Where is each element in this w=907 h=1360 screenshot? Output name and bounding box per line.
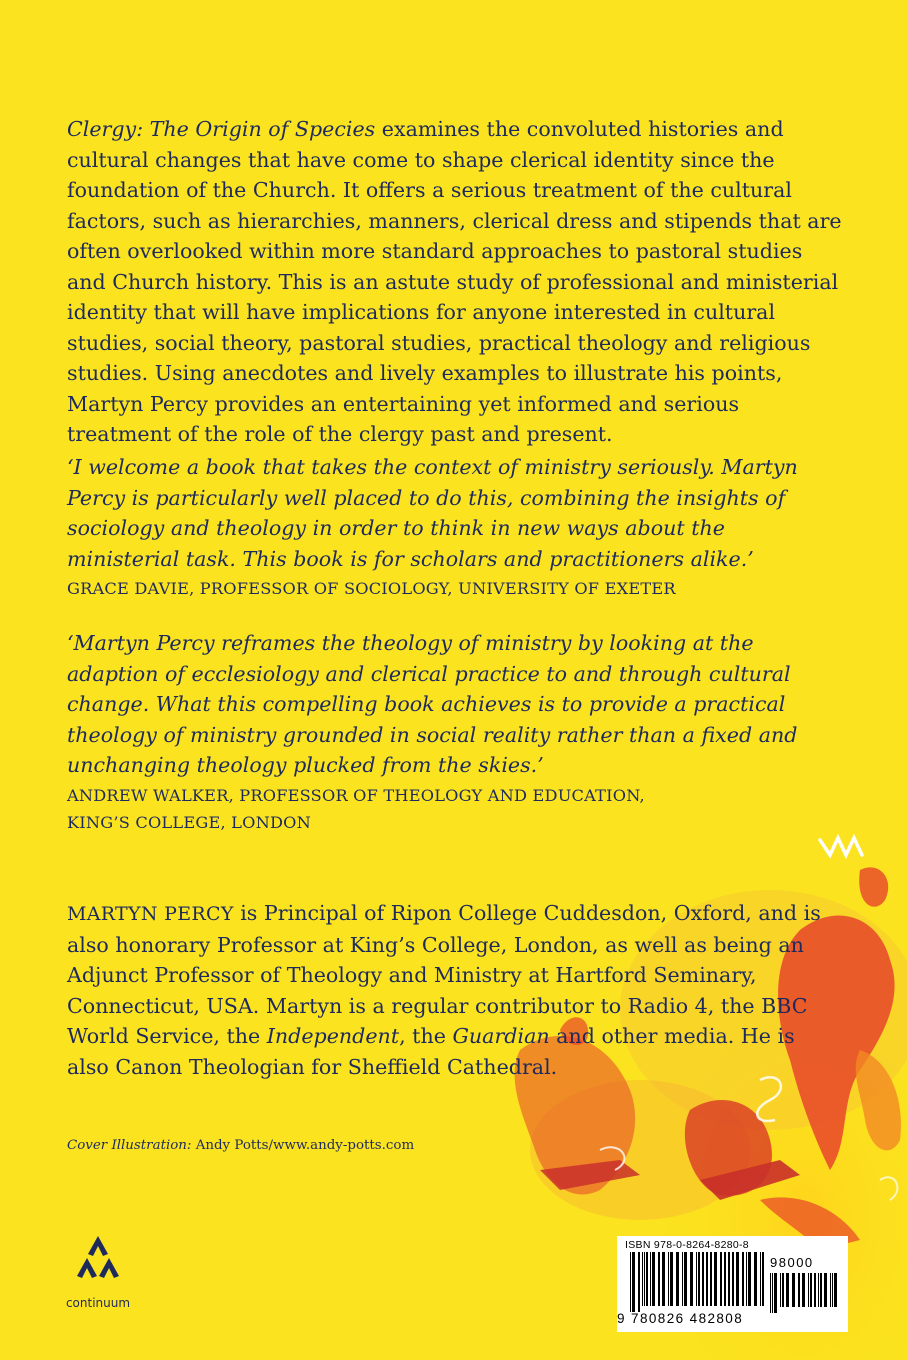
guardian-title: Guardian (452, 1024, 550, 1048)
barcode-bar (682, 1252, 683, 1306)
barcode-bar (780, 1273, 781, 1307)
barcode-bar (638, 1252, 640, 1312)
barcode-bar (820, 1273, 822, 1307)
barcode-bar (670, 1252, 673, 1306)
barcode-bar (650, 1252, 651, 1306)
attribution-line-1: ANDREW WALKER, PROFESSOR OF THEOLOGY AND EDUCATION, (67, 785, 645, 805)
barcode-bar (720, 1252, 722, 1306)
addon-barcode-bars (770, 1273, 840, 1319)
quote-text: ‘Martyn Percy reframes the theology of ministry by looking at the adaption of ecclesiology and clerical practice to and through cultural change. What this compelling book achieves is to provide a practical theology of ministry grounded in social reality rather than a fixed and unchanging theology plucked from the skies.’ (67, 631, 798, 777)
barcode-bar (754, 1252, 757, 1306)
barcode-bar (810, 1273, 812, 1307)
barcode-bars (630, 1252, 764, 1312)
barcode-bar (814, 1273, 816, 1307)
barcode-bar (824, 1273, 827, 1307)
barcode-bar (646, 1252, 648, 1306)
isbn-barcode (617, 1236, 848, 1332)
barcode-bar (746, 1252, 747, 1306)
barcode-bar (760, 1252, 761, 1306)
review-quote-1 (67, 452, 842, 602)
price-code: 98000 (770, 1255, 814, 1270)
barcode-bar (774, 1273, 777, 1313)
barcode-bar (644, 1252, 645, 1306)
review-quote-2 (67, 628, 842, 836)
barcode-bar (642, 1252, 643, 1306)
cover-credit (67, 1138, 414, 1153)
barcode-bar (728, 1252, 730, 1306)
barcode-bar (830, 1273, 831, 1307)
credit-value: Andy Potts/www.andy-potts.com (191, 1138, 415, 1153)
bio-text: and other media. He is also Canon Theologian for Sheffield Cathedral. (67, 1024, 795, 1079)
blurb-text: examines the convoluted histories and cultural changes that have come to shape clerical identity since the foundation of the Church. It offers a serious treatment of the cultural factors, such as hierarchies, manners, clerical dress and stipends that are often overlooked within more standard approaches to pastoral studies and Church history. This is an astute study of professional and ministerial identity that will have implications for anyone interested in cultural studies, social theory, pastoral studies, practical theology and religious studies. Using anecdotes and lively examples to illustrate his points, Martyn Percy provides an entertaining yet informed and serious treatment of the role of the clergy past and present. (67, 117, 842, 446)
barcode-bar (630, 1252, 631, 1312)
barcode-bar (696, 1252, 697, 1306)
barcode-bar (652, 1252, 655, 1306)
barcode-bar (706, 1252, 708, 1306)
barcode-bar (736, 1252, 739, 1306)
barcode-bar (668, 1252, 669, 1306)
attribution-line-2: KING’S COLLEGE, LONDON (67, 812, 311, 832)
author-bio (67, 898, 827, 1082)
barcode-bar (698, 1252, 700, 1306)
barcode-bar (786, 1273, 789, 1307)
barcode-bar (684, 1252, 687, 1306)
barcode-bar (714, 1252, 717, 1306)
barcode-bar (762, 1252, 764, 1306)
barcode-bar (662, 1252, 665, 1306)
barcode-bar (802, 1273, 805, 1307)
bio-text: is Principal of Ripon College Cuddesdon, Oxford, and is also honorary Professor at King’s College, London, as well as being an Adjunct Professor of Theology and Ministry at Hartford Seminary, Connecticut, USA. Martyn is a regular contributor to Radio 4, the BBC World Service, the (67, 901, 821, 1048)
barcode-bar (710, 1252, 712, 1306)
barcode-bar (690, 1252, 693, 1306)
barcode-bar (772, 1273, 773, 1313)
barcode-bar (676, 1252, 679, 1306)
credit-label: Cover Illustration: (67, 1138, 192, 1153)
barcode-bar (818, 1273, 819, 1307)
quote-attribution (67, 782, 842, 836)
barcode-bar (748, 1252, 751, 1306)
barcode-digits: 9 780826 482808 (617, 1311, 744, 1326)
barcode-bar (792, 1273, 795, 1307)
barcode-bar (770, 1273, 771, 1313)
continuum-logo-icon (73, 1234, 123, 1292)
barcode-bar (702, 1252, 704, 1306)
barcode-bar (808, 1273, 809, 1307)
publisher-logo (62, 1234, 134, 1310)
author-name: MARTYN PERCY (67, 903, 234, 925)
barcode-bar (724, 1252, 726, 1306)
quote-attribution: GRACE DAVIE, PROFESSOR OF SOCIOLOGY, UNIVERSITY OF EXETER (67, 579, 676, 598)
quote-text: ‘I welcome a book that takes the context of ministry seriously. Martyn Percy is particularly well placed to do this, combining the insights of sociology and theology in order to think in new ways about the ministerial task. This book is for scholars and practitioners alike.’ (67, 455, 798, 571)
barcode-bar (782, 1273, 784, 1307)
barcode-bar (632, 1252, 635, 1312)
publisher-name: continuum (65, 1296, 131, 1310)
barcode-bar (742, 1252, 744, 1306)
book-blurb (67, 114, 842, 450)
barcode-bar (732, 1252, 734, 1306)
barcode-bar (832, 1273, 833, 1307)
barcode-bar (834, 1273, 837, 1307)
barcode-bar (658, 1252, 660, 1306)
book-title: Clergy: The Origin of Species (67, 117, 376, 141)
isbn-label: ISBN 978-0-8264-8280-8 (625, 1239, 749, 1251)
barcode-bar (798, 1273, 800, 1307)
bio-text: , the (399, 1024, 453, 1048)
independent-title: Independent (266, 1024, 400, 1048)
